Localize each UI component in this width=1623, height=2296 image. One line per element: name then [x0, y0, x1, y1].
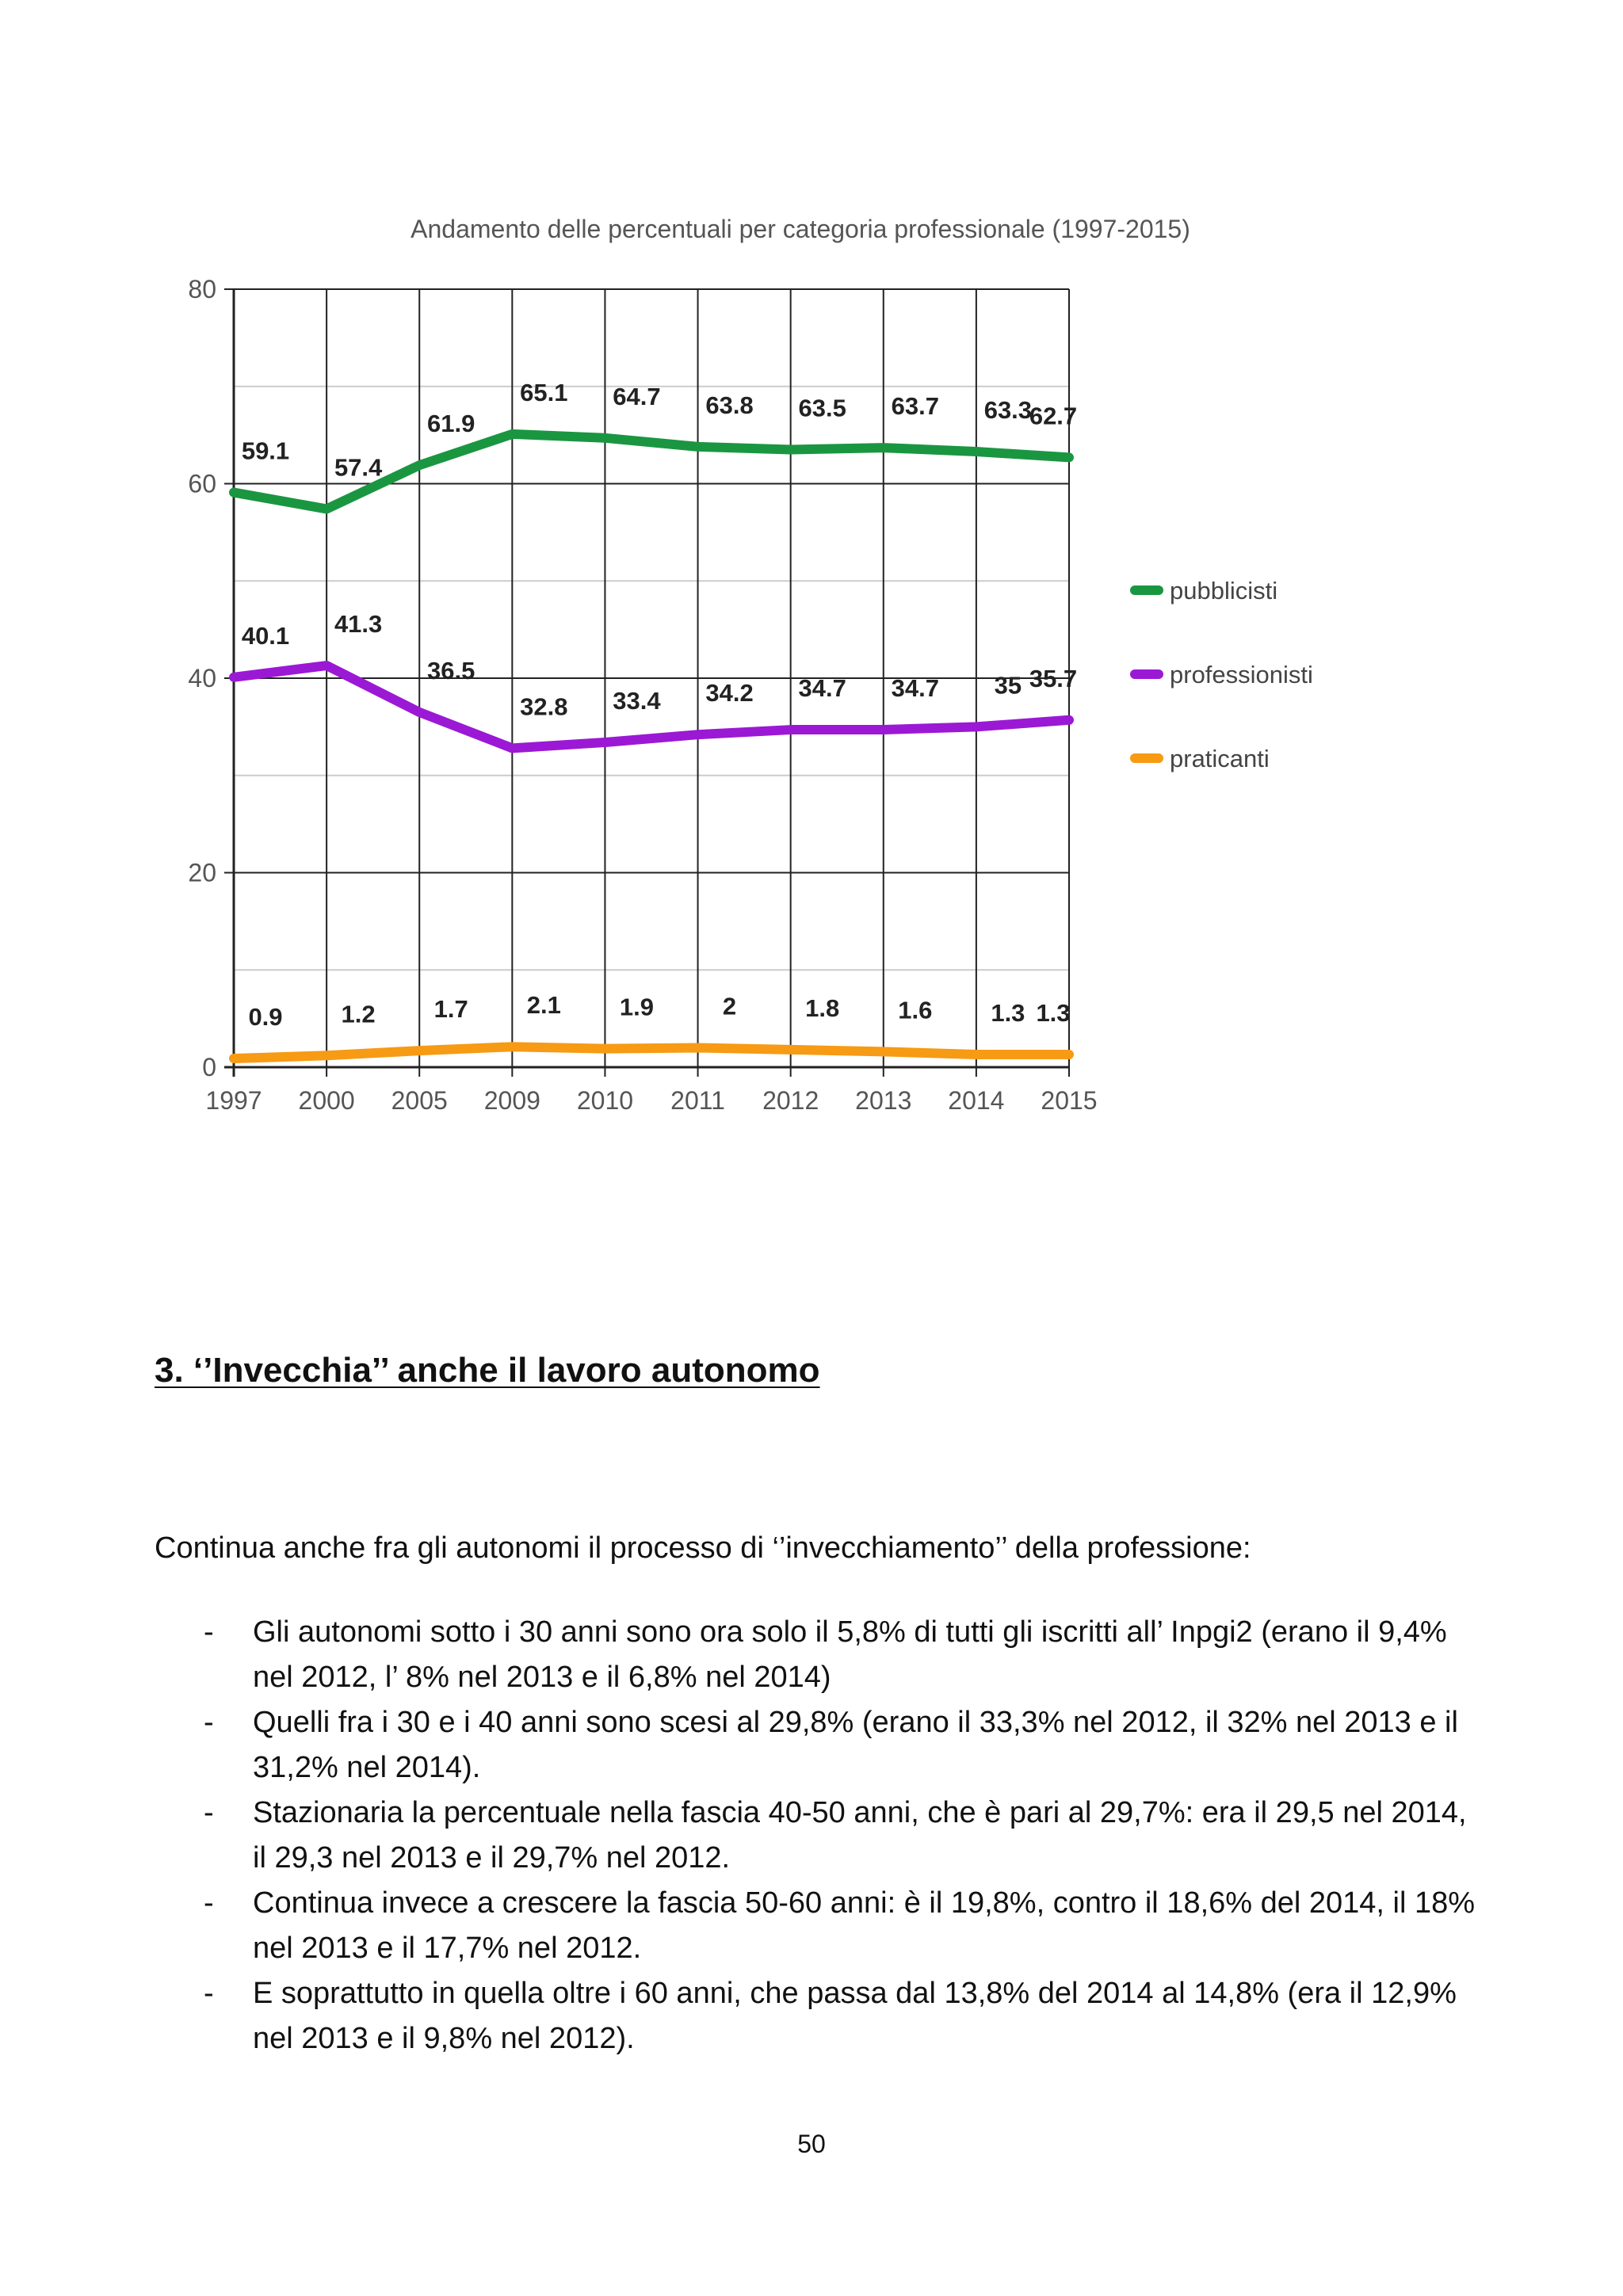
- series-line-praticanti: [234, 1047, 1069, 1058]
- list-item-text: Gli autonomi sotto i 30 anni sono ora solo il 5,8% di tutti gli iscritti all’ Inpgi2 (erano il 9,4% nel 2012, l’ 8% nel 2013 e il 6,8% nel 2014): [253, 1615, 1447, 1694]
- bullet-marker: -: [204, 1977, 214, 2010]
- y-tick-label: 80: [188, 275, 216, 303]
- y-tick-label: 20: [188, 858, 216, 887]
- data-label: 1.9: [619, 993, 654, 1021]
- data-label: 34.7: [798, 674, 846, 703]
- legend-label: praticanti: [1170, 745, 1270, 772]
- y-tick-label: 60: [188, 469, 216, 498]
- y-tick-label: 40: [188, 664, 216, 692]
- x-tick-label: 2005: [391, 1086, 448, 1115]
- legend-label: pubblicisti: [1170, 577, 1278, 605]
- x-tick-label: 2000: [298, 1086, 355, 1115]
- x-axis-ticks: [205, 1067, 1097, 1115]
- list-item-text: E soprattutto in quella oltre i 60 anni, che passa dal 13,8% del 2014 al 14,8% (era il 12,9% nel 2013 e il 9,8% nel 2012).: [253, 1977, 1457, 2055]
- x-tick-label: 1997: [205, 1086, 262, 1115]
- data-label: 1.2: [341, 1000, 376, 1028]
- data-label: 34.2: [705, 679, 754, 707]
- data-label: 40.1: [241, 621, 290, 650]
- intro-paragraph: Continua anche fra gli autonomi il processo di ‘’invecchiamento’’ della professione:: [155, 1531, 1251, 1565]
- list-item: [155, 1700, 1486, 1791]
- data-label: 1.3: [991, 999, 1025, 1028]
- data-label: 65.1: [520, 378, 568, 406]
- data-label: 63.5: [798, 394, 846, 422]
- x-tick-label: 2014: [948, 1086, 1005, 1115]
- data-label: 35: [994, 671, 1022, 700]
- section-title: 3. ‘’Invecchia’’ anche il lavoro autonomo: [155, 1351, 820, 1390]
- list-item: [155, 1971, 1486, 2061]
- data-label: 61.9: [427, 410, 475, 438]
- data-label: 64.7: [613, 382, 661, 410]
- bullet-marker: -: [204, 1796, 214, 1829]
- page-number: 50: [797, 2130, 826, 2158]
- x-tick-label: 2010: [576, 1086, 634, 1115]
- bullet-marker: -: [204, 1615, 214, 1649]
- bullet-marker: -: [204, 1706, 214, 1739]
- list-item: [155, 1791, 1486, 1881]
- legend-label: professionisti: [1170, 661, 1313, 688]
- data-label: 41.3: [334, 610, 383, 639]
- data-label: 2: [722, 992, 737, 1020]
- chart-legend: [1135, 577, 1313, 772]
- data-label: 1.7: [433, 995, 468, 1024]
- x-tick-label: 2013: [855, 1086, 912, 1115]
- y-tick-label: 0: [202, 1053, 216, 1081]
- x-tick-label: 2011: [670, 1086, 725, 1115]
- list-item-text: Continua invece a crescere la fascia 50-60 anni: è il 19,8%, contro il 18,6% del 2014, il 18% nel 2013 e il 17,7% nel 2012.: [253, 1886, 1476, 1965]
- chart-title: Andamento delle percentuali per categoria professionale (1997-2015): [411, 215, 1190, 243]
- data-label: 1.3: [1036, 999, 1071, 1028]
- data-label: 62.7: [1029, 402, 1078, 430]
- data-label: 35.7: [1029, 664, 1078, 692]
- data-label: 34.7: [891, 674, 939, 703]
- x-tick-label: 2012: [762, 1086, 819, 1115]
- list-item: [155, 1610, 1486, 1700]
- list-item-text: Quelli fra i 30 e i 40 anni sono scesi al 29,8% (erano il 33,3% nel 2012, il 32% nel 2013 e il 31,2% nel 2014).: [253, 1706, 1458, 1784]
- data-label: 2.1: [526, 991, 561, 1020]
- data-label: 0.9: [248, 1002, 283, 1031]
- chart-series: [234, 434, 1069, 1058]
- data-label: 59.1: [241, 437, 290, 465]
- data-label: 36.5: [427, 656, 475, 685]
- data-label: 33.4: [613, 687, 661, 715]
- x-tick-label: 2009: [483, 1086, 540, 1115]
- data-label: 63.7: [891, 392, 939, 421]
- list-item-text: Stazionaria la percentuale nella fascia 40-50 anni, che è pari al 29,7%: era il 29,5 nel 2014, il 29,3 nel 2013 e il 29,7% nel 2012.: [253, 1796, 1467, 1875]
- data-label: 63.8: [705, 391, 754, 419]
- data-label: 32.8: [520, 692, 568, 721]
- data-label: 57.4: [334, 453, 383, 482]
- line-chart: [155, 198, 1367, 1133]
- y-axis-ticks: [188, 275, 234, 1081]
- bullet-marker: -: [204, 1886, 214, 1920]
- list-item: [155, 1881, 1486, 1971]
- x-tick-label: 2015: [1041, 1086, 1098, 1115]
- data-label: 1.6: [898, 996, 933, 1024]
- data-labels: [242, 379, 1077, 1031]
- data-label: 1.8: [805, 994, 840, 1022]
- data-label: 63.3: [983, 395, 1033, 424]
- bullet-list: [155, 1610, 1486, 2061]
